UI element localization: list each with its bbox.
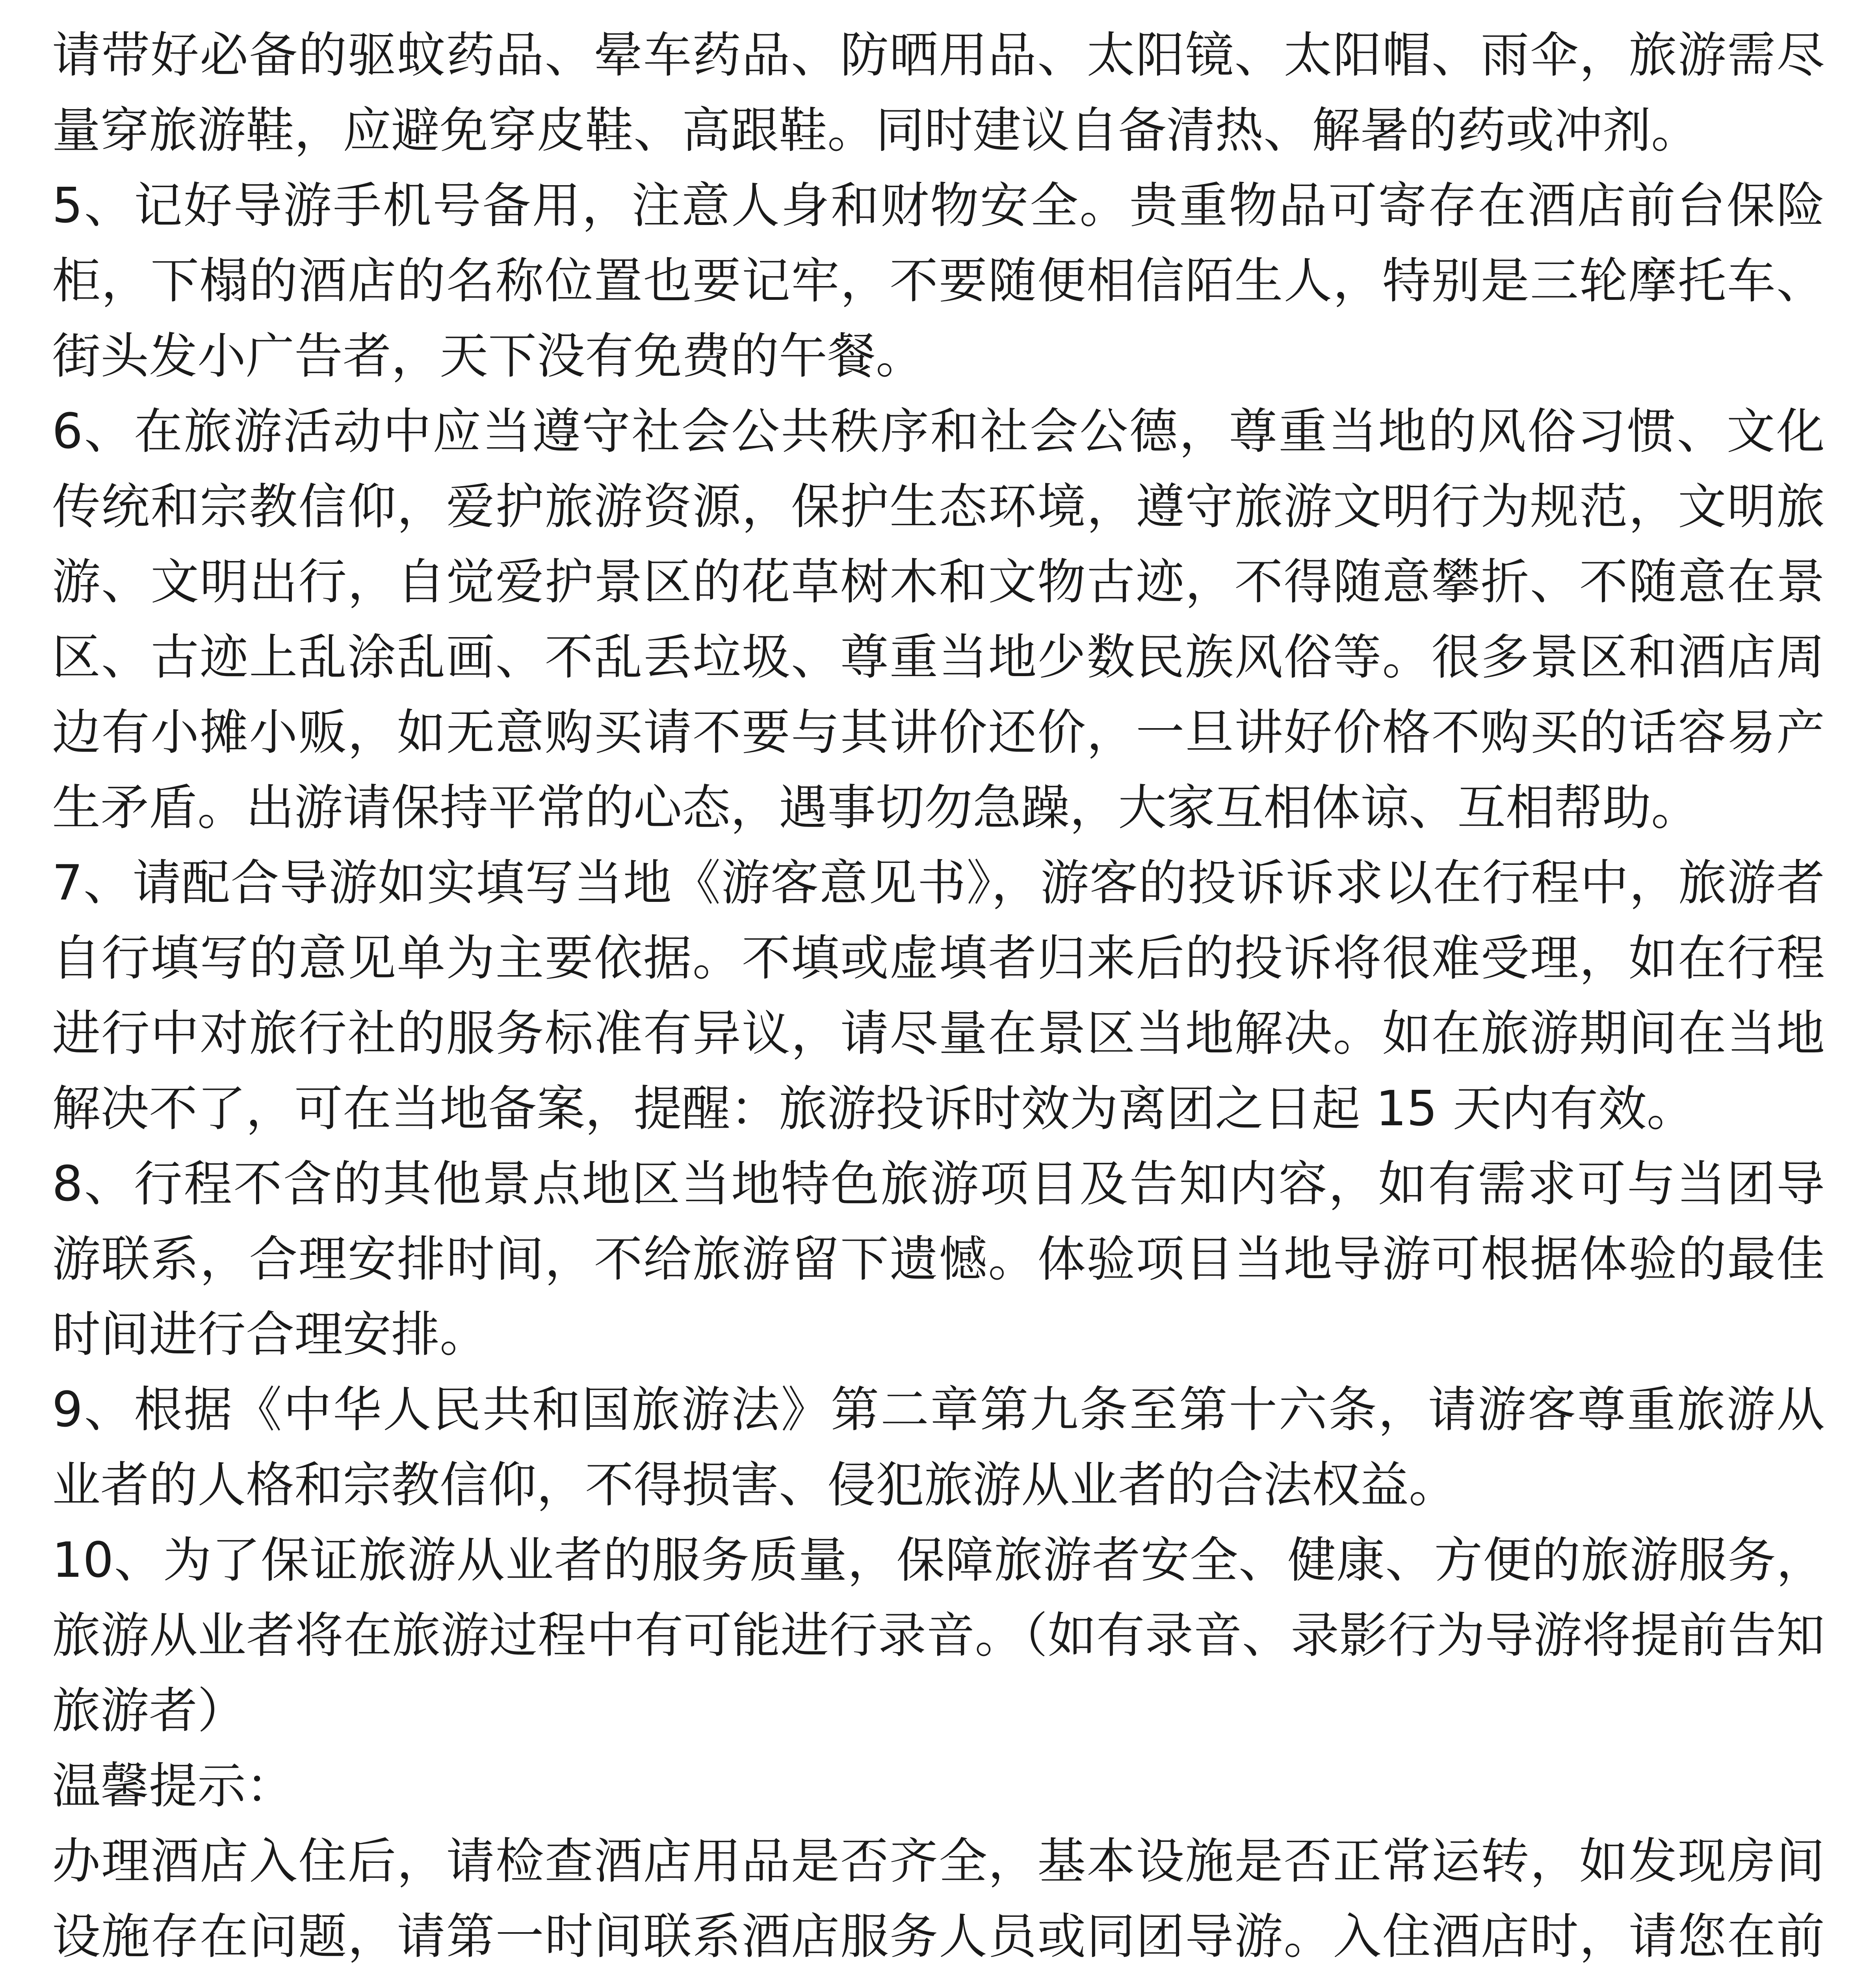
paragraph-item-5-safety: 5、记好导游手机号备用，注意人身和财物安全。贵重物品可寄存在酒店前台保险柜，下榻的酒店的名称位置也要记牢，不要随便相信陌生人，特别是三轮摩托车、街头发小广告者，天下没有免费的午餐。	[52, 178, 1825, 385]
paragraph-hotel-checkin: 办理酒店入住后，请检查酒店用品是否齐全，基本设施是否正常运转，如发现房间设施存在问题，请第一时间联系酒店服务人员或同团导游。入住酒店时，请您在前	[52, 1833, 1825, 1965]
paragraph-item-10-recording: 10、为了保证旅游从业者的服务质量，保障旅游者安全、健康、方便的旅游服务，旅游从业者将在旅游过程中有可能进行录音。（如有录音、录影行为导游将提前告知旅游者）	[52, 1532, 1825, 1739]
paragraph-item-8-extra-projects: 8、行程不含的其他景点地区当地特色旅游项目及告知内容，如有需求可与当团导游联系，合理安排时间，不给旅游留下遗憾。体验项目当地导游可根据体验的最佳时间进行合理安排。	[52, 1156, 1825, 1363]
paragraph-packing-advice: 请带好必备的驱蚊药品、晕车药品、防晒用品、太阳镜、太阳帽、雨伞，旅游需尽量穿旅游鞋，应避免穿皮鞋、高跟鞋。同时建议自备清热、解暑的药或冲剂。	[52, 27, 1825, 159]
heading-warm-tips: 温馨提示：	[52, 1758, 294, 1814]
document-page	[52, 18, 1825, 1970]
paragraph-item-6-conduct: 6、在旅游活动中应当遵守社会公共秩序和社会公德，尊重当地的风俗习惯、文化传统和宗教信仰，爱护旅游资源，保护生态环境，遵守旅游文明行为规范，文明旅游、文明出行，自觉爱护景区的花草树木和文物古迹，不得随意攀折、不随意在景区、古迹上乱涂乱画、不乱丢垃圾、尊重当地少数民族风俗等。很多景区和酒店周边有小摊小贩，如无意购买请不要与其讲价还价，一旦讲好价格不购买的话容易产生矛盾。出游请保持平常的心态，遇事切勿急躁，大家互相体谅、互相帮助。	[52, 403, 1825, 836]
paragraph-item-9-tourism-law: 9、根据《中华人民共和国旅游法》第二章第九条至第十六条，请游客尊重旅游从业者的人格和宗教信仰，不得损害、侵犯旅游从业者的合法权益。	[52, 1382, 1825, 1513]
paragraph-item-7-feedback: 7、请配合导游如实填写当地《游客意见书》，游客的投诉诉求以在行程中，旅游者自行填写的意见单为主要依据。不填或虚填者归来后的投诉将很难受理，如在行程进行中对旅行社的服务标准有异议，请尽量在景区当地解决。如在旅游期间在当地解决不了，可在当地备案，提醒：旅游投诉时效为离团之日起 15 天内有效。	[52, 855, 1825, 1137]
